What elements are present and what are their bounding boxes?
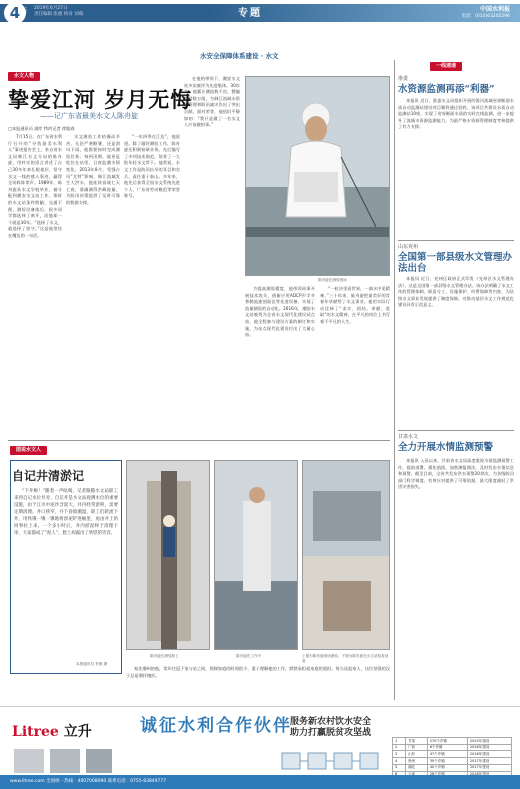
- ad-headline-2: [290, 717, 371, 739]
- issue-date: 2019年6月27日: [34, 6, 68, 11]
- table-cell: 40个乡镇: [427, 764, 467, 771]
- table-cell: 2016年建设: [467, 751, 511, 758]
- divider: [398, 430, 514, 431]
- portrait-illustration: [246, 77, 390, 276]
- story3-title: 全力开展水情监测预警: [398, 442, 494, 453]
- table-cell: 5: [393, 764, 406, 771]
- ad-product-images: [14, 745, 114, 775]
- divider: [8, 440, 390, 441]
- photo-station: [302, 460, 390, 650]
- page-version: 版: [22, 8, 28, 14]
- column-divider: [394, 60, 395, 700]
- station-illustration: [303, 461, 390, 650]
- article-column: 7月15日，在广东省水利厅召开的“寻找最美水利人”事迹报告会上，来自省水文局韩江水文分局的陈舟旋，用朴实的语言讲述了自己30多年来扎根基层、坚守水文一线的感人事迹，赢得全场阵阵掌声。1989年，陈舟旋从水文学校毕业，被分配到潮安水文站工作。那时的水文站条件简陋，交通不便，测验设备落后，很多同学都选择了离开，而他却一干就是30年。“选择了水文，就选择了坚守。”这是他常挂在嘴边的一句话。: [8, 134, 62, 238]
- table-cell: 6个乡镇: [427, 744, 467, 751]
- hotline: 电话：(010)63205296: [461, 14, 510, 19]
- table-cell: 2016年建设: [467, 744, 511, 751]
- article-column: 家住潮州的他，常年往返于家与站之间，照顾家庭的时间很少。妻子理解他的工作，默默承担起家庭的重担。每当谈起家人，这位坚强的汉子总是满怀愧疚。: [126, 666, 390, 678]
- portrait-photo: [245, 76, 390, 276]
- table-cell: 2017年建设: [467, 764, 511, 771]
- photo-caption: 陈舟旋在工作中: [236, 654, 262, 658]
- page-number: 4: [4, 2, 26, 24]
- photo-worker: [214, 460, 298, 650]
- ad-logo-chinese: 立升: [63, 724, 92, 740]
- page-header: [0, 0, 520, 26]
- column-label: 水文人物: [8, 72, 40, 81]
- table-cell: 贵州: [406, 758, 428, 765]
- ad-headline-line: 助力打赢脱贫攻坚战: [290, 728, 372, 738]
- table-cell: 广西: [406, 744, 428, 751]
- editor-line: 责任编辑 张惠 校对 刘萌: [34, 12, 84, 17]
- article-column: “一年四季在江边”，他说道。除了做好测验工作，陈舟旋还积极钻研业务，先后编写了多项技术规范，培养了一大批年轻水文骨干。他常说，水文工作是防汛抗旱的耳目和尖兵，责任重于泰山。多年来，他先后获得全国水文系统先进个人、广东省劳动模范等荣誉称号。: [124, 134, 180, 199]
- table-cell: 270个乡镇: [427, 738, 467, 745]
- photo-caption: 陈舟旋在测验船上: [150, 654, 179, 658]
- story1-title: 水资源监测再添“利器”: [398, 84, 495, 95]
- byline: □本报通讯员 湖岸 特约记者 徐聪春: [8, 126, 75, 131]
- headline: 挚爱江河 岁月无悔: [8, 87, 193, 112]
- table-cell: 2: [393, 744, 406, 751]
- column-label-right: 一线速递: [430, 62, 462, 71]
- article-column: 为提高测验精度，他带领同事开展技术攻关，创新应用ADCP声学多普勒流速剖面仪等先进设备，实现了流量测验的自动化。2016年，潮安水文站被列为全省水文现代化建设试点站，他全程参与建设方案的制订和实施，为站点现代化建设付出了大量心血。: [245, 286, 315, 338]
- table-cell: 47个乡镇: [427, 751, 467, 758]
- table-cell: 4: [393, 758, 406, 765]
- table-cell: 湖北: [406, 764, 428, 771]
- story2-body: 本报讯 近日，兖州区政府正式印发《兖州区水文管理办法》，这是全国第一部县级水文管理办法。该办法明确了水文工作的管理体制、职责分工、设施保护、经费保障等内容，为县级水文事业发展提供了制度保障，对推动基层水文工作规范化建设具有示范意义。: [398, 276, 514, 308]
- story1-body: 本报讯 近日，淮委水文局组织开展的淮河流域省界断面水质自动监测站建设项目顺利通过验收。该项目共建设水质自动监测站10座，实现了省界断面水质的实时在线监测，进一步提升了流域水资源监测能力，为最严格水资源管理制度考核提供了有力支撑。: [398, 98, 514, 130]
- story3-kicker: 甘肃水文: [398, 434, 419, 440]
- worker-illustration: [215, 461, 298, 650]
- story-title: 自记井清淤记: [12, 469, 85, 483]
- story3-body: 本报讯 入汛以来，甘肃省水文局高度重视水情监测预警工作，提前部署，强化值班，加密测报频次，及时发布水情信息和预警。截至目前，全省共发布洪水预警20余次，为各级防汛部门科学调度、有效应对提供了可靠依据，最大限度减轻了洪涝灾害损失。: [398, 458, 514, 490]
- section-title: 专题: [238, 8, 262, 19]
- table-row: [393, 744, 512, 751]
- photo-caption: 上图为陈舟旋现场测验；下图为陈舟旋在水文站检查设备: [302, 654, 389, 663]
- well-illustration: [127, 461, 210, 650]
- column-label-2: 图说水文人: [10, 446, 47, 455]
- table-row: [393, 751, 512, 758]
- table-cell: 2015年建设: [467, 738, 511, 745]
- article-column: “一粒沙里看世界，一滴水中见精神。”三十年来，陈舟旋把最美好的青春年华献给了水文事业。他用实际行动诠释了“求实、团结、奉献、进取”的水文精神，在平凡的岗位上书写着不平凡的人生。: [320, 286, 390, 324]
- table-row: [393, 758, 512, 765]
- photo-caption: 陈舟旋在测验现场: [318, 278, 347, 282]
- ad-headline-line: 服务新农村饮水安全: [290, 717, 372, 727]
- table-row: [393, 738, 512, 745]
- page-banner: 水安全保障体系建设 · 水文: [200, 52, 279, 60]
- table-cell: 2017年建设: [467, 758, 511, 765]
- subheadline: ——记广东省最美水文人陈舟旋: [40, 112, 138, 120]
- story2-kicker: 山东兖州: [398, 244, 419, 250]
- ad-headline: 诚征水利合作伙伴: [140, 716, 292, 736]
- article-column: 在他的带领下，潮安水文站多次被评为先进集体。30年来，他累计测流数千次，整编资料数万组，为韩江流域水资源管理和防汛减灾作出了突出贡献。面对荣誉，他依旧平静如初：“我只是做了一名水文人应该做的事。”: [184, 76, 240, 128]
- table-cell: 山东: [406, 751, 428, 758]
- paper-name: 中国水利报: [479, 6, 510, 13]
- table-cell: 3: [393, 751, 406, 758]
- table-row: [393, 764, 512, 771]
- article-column: 水文测验工作枯燥而辛苦，无论严寒酷暑，还是刮风下雨，他都要按时完成测验任务。每到汛期，他更是吃住在站里，日夜监测水情变化。2013年8月，受强台风“尤特”影响，韩江流域发生大洪水，他连续奋战七天七夜，准确测得洪峰流量，为防汛决策提供了及时可靠的数据支撑。: [66, 134, 120, 205]
- table-cell: 30个乡镇: [427, 758, 467, 765]
- photo-well: [126, 460, 210, 650]
- story-body: “下井啦！”随着一声吆喝，记者跟随水文站职工来到自记水位井旁。自记井是水文站观测水位的重要设施，由于江水中泥沙含量大，井内经常淤积，需要定期清理。井口狭窄，井下昏暗潮湿，职工们轮流下井，用铁锹一锹一锹地将淤泥铲进桶里，再由井上的同事拉上来。一个多小时后，井内淤泥终于清理干净，大家都成了“泥人”，脸上却露出了欣慰的笑容。: [14, 489, 118, 536]
- table-cell: 甘肃: [406, 738, 428, 745]
- ad-footer: www.litree.com 全国统一热线：4007008090 联系电话：0755-83849777: [0, 775, 520, 789]
- story2-title: 全国第一部县级水文管理办法出台: [398, 252, 513, 274]
- divider: [398, 240, 514, 241]
- table-cell: 1: [393, 738, 406, 745]
- story-byline: 本报通讯员 李康 摄: [76, 662, 108, 666]
- ad-process-diagram: [280, 747, 380, 775]
- ad-logo: [12, 723, 92, 742]
- story1-kicker: 淮委: [398, 76, 409, 82]
- ad-logo-latin: Litree: [12, 724, 59, 740]
